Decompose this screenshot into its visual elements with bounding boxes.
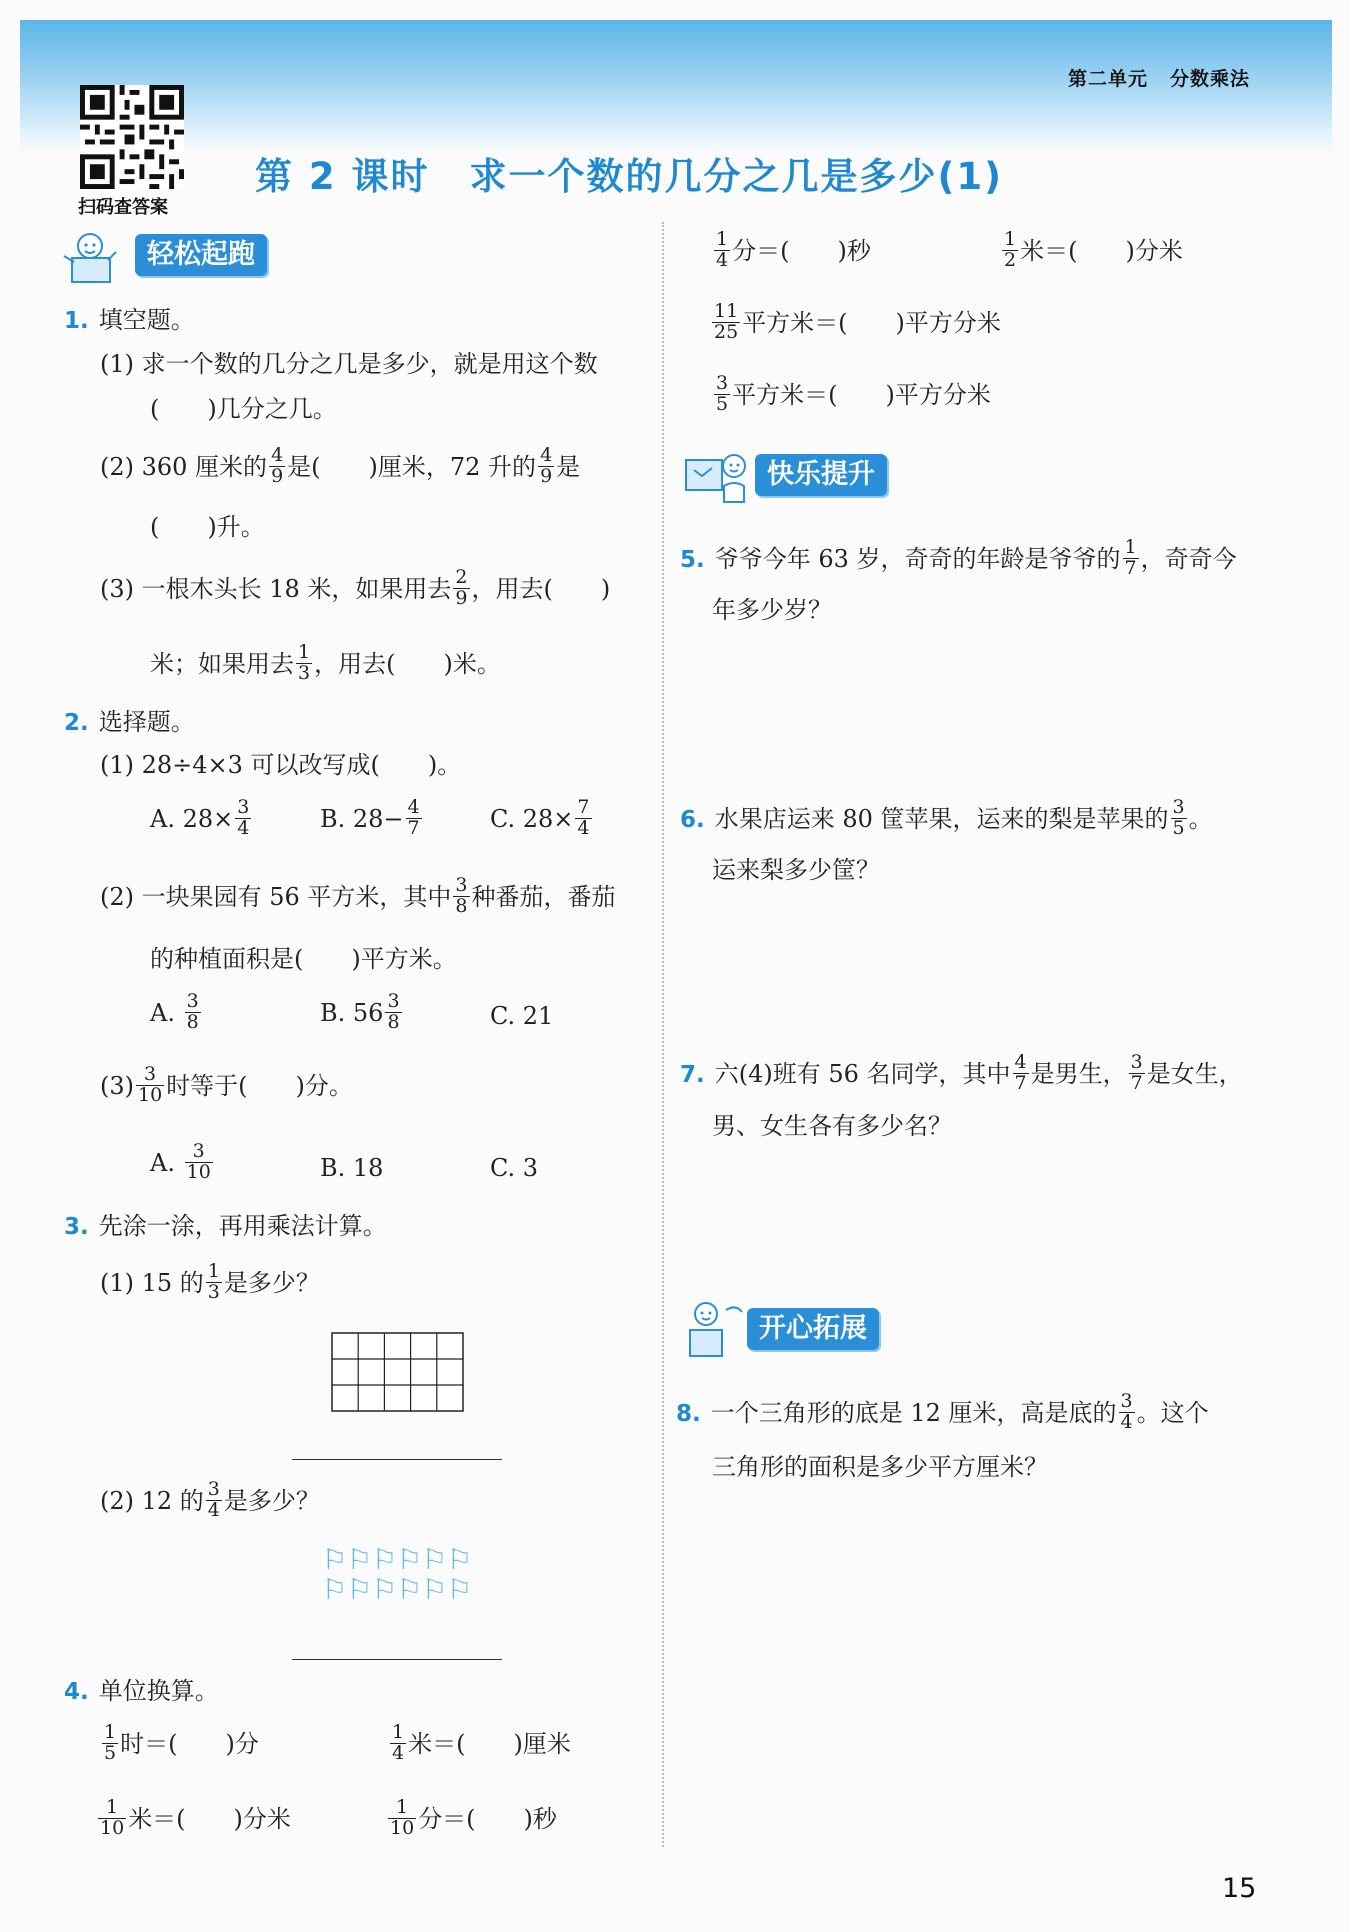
denominator: 10 [186,1160,211,1183]
text: 是男生， [1030,1059,1127,1088]
fraction [1002,230,1018,271]
fraction [185,1142,213,1183]
q3-part2 [100,1478,320,1523]
text: 米；如果用去 [150,649,294,678]
flag-icon: ⚐ [397,1543,423,1576]
flag-icon: ⚐ [422,1573,448,1606]
numerator: 11 [714,300,739,322]
q2-part1-option-c[interactable] [490,796,594,841]
answer-line[interactable] [292,1659,502,1660]
denominator: 10 [100,1816,125,1839]
flag-icon: ⚐ [322,1543,348,1576]
denominator: 2 [1004,248,1017,271]
text: ，用去( ) [471,574,611,603]
q2-part1: (1) 28÷4×3 可以改写成( )。 [100,751,462,779]
section-extend [672,1300,892,1356]
lesson-number: 第 2 课时 [255,155,430,198]
denominator: 7 [1014,1071,1027,1094]
numerator: 3 [207,1478,220,1500]
lesson-name: 求一个数的几分之几是多少(1) [469,155,1004,198]
text: 分＝( )秒 [418,1804,557,1833]
q7-line1 [680,1051,1243,1096]
answer-line[interactable] [292,1459,502,1460]
q4-title: 单位换算。 [98,1677,219,1705]
fraction [538,446,554,487]
denominator: 7 [1130,1071,1143,1094]
fraction [185,992,201,1033]
q2-part3-option-c[interactable]: C. 3 [490,1154,539,1182]
question-number: 1. [64,308,89,334]
denominator: 4 [716,248,729,271]
flag-icon: ⚐ [422,1543,448,1576]
fraction [453,568,469,609]
section-warmup [60,226,280,282]
text: 米＝( )分米 [1020,236,1183,265]
numerator: 1 [1004,228,1017,250]
flag-icon: ⚐ [397,1573,423,1606]
denominator: 10 [390,1816,415,1839]
numerator: 1 [392,1721,405,1743]
text: 是多少？ [223,1268,320,1297]
denominator: 4 [237,816,250,839]
numerator: 3 [192,1140,205,1162]
text: 是女生， [1146,1059,1243,1088]
text: A. [150,1148,175,1177]
fraction [390,1723,406,1764]
denominator: 7 [1124,556,1137,579]
question-number: 2. [64,710,89,736]
flag-row [322,1545,472,1575]
text: A. 28× [150,804,234,833]
q2-part3-option-a[interactable] [150,1140,215,1185]
text: 种番茄，番茄 [471,882,616,911]
q3-heading [64,1214,387,1239]
text: 时等于( )分。 [166,1071,353,1100]
text: 分＝( )秒 [732,236,871,265]
unit-name: 第二单元 [1067,68,1148,90]
numerator: 3 [387,990,400,1012]
q1-part3-line1 [100,566,611,611]
text: 六(4)班有 56 名同学，其中 [714,1059,1011,1088]
q2-part2-line2: 的种植面积是( )平方米。 [150,945,457,973]
text: ，用去( )米。 [314,649,501,678]
fraction [388,1798,416,1839]
text: 米＝( )厘米 [408,1729,571,1758]
kid-mascot-icon [60,226,136,286]
text: (2) 一块果园有 56 平方米，其中 [100,882,452,911]
q2-part3 [100,1063,353,1108]
q8-line2: 三角形的面积是多少平方厘米？ [712,1453,1048,1481]
flag-icon: ⚐ [447,1573,473,1606]
numerator: 4 [271,444,284,466]
fraction [296,643,312,684]
text: C. 28× [490,804,574,833]
text: 水果店运来 80 筐苹果，运来的梨是苹果的 [714,804,1169,833]
fraction [102,1723,118,1764]
denominator: 3 [207,1280,220,1303]
q2-part2-option-c[interactable]: C. 21 [490,1002,554,1030]
fraction [235,798,251,839]
conversion-item [96,1796,291,1841]
conversion-item [1000,228,1183,273]
numerator: 1 [207,1260,220,1282]
flag-icon: ⚐ [347,1573,373,1606]
numerator: 1 [1124,536,1137,558]
q6-line2: 运来梨多少筐？ [712,856,880,884]
flag-icon: ⚐ [372,1543,398,1576]
flag-icon: ⚐ [372,1573,398,1606]
text: 时＝( )分 [120,1729,259,1758]
q2-part3-option-b[interactable]: B. 18 [320,1154,384,1182]
question-number: 6. [680,806,705,833]
fraction [1119,1392,1135,1433]
denominator: 5 [1172,816,1185,839]
denominator: 7 [407,816,420,839]
text: 平方米＝( )平方分米 [742,308,1001,337]
lesson-title [255,146,1003,200]
kid-on-box-icon [672,1300,748,1360]
denominator: 9 [455,586,468,609]
denominator: 9 [540,464,553,487]
text: ，奇奇今 [1140,544,1237,573]
question-number: 8. [676,1400,701,1427]
flag-icon: ⚐ [322,1573,348,1606]
kid-with-board-icon [680,446,756,506]
fraction [1171,798,1187,839]
unit-topic: 分数乘法 [1169,68,1250,90]
text: 是 [556,452,581,481]
numerator: 4 [1014,1051,1027,1073]
q5-line1 [680,536,1237,581]
text: (3) [100,1071,134,1100]
unit-label [1068,64,1250,91]
denominator: 4 [1120,1410,1133,1433]
numerator: 3 [237,796,250,818]
q3-part1 [100,1260,320,1305]
q1-part1-line1: (1) 求一个数的几分之几是多少，就是用这个数 [100,350,598,378]
numerator: 1 [396,1796,409,1818]
denominator: 25 [714,320,739,343]
fraction [1013,1053,1029,1094]
q3-title: 先涂一涂，再用乘法计算。 [98,1212,387,1240]
qr-code-icon[interactable] [80,85,184,189]
denominator: 8 [455,894,468,917]
question-number: 3. [64,1214,89,1240]
q2-part1-option-a[interactable] [150,796,253,841]
q4-heading [64,1679,219,1704]
numerator: 1 [106,1796,119,1818]
text: 是多少？ [223,1486,320,1515]
q6-line1 [680,796,1213,841]
q1-part2-line1 [100,444,581,489]
flag-icon: ⚐ [347,1543,373,1576]
numerator: 1 [104,1721,117,1743]
q1-part1-line2: ( )几分之几。 [150,395,337,423]
question-number: 5. [680,546,705,573]
column-divider [662,222,664,1847]
text: 爷爷今年 63 岁，奇奇的年龄是爷爷的 [714,544,1121,573]
page-number: 15 [1222,1873,1257,1904]
denominator: 5 [104,1741,117,1764]
denominator: 8 [387,1010,400,1033]
text: 平方米＝( )平方分米 [732,380,991,409]
numerator: 7 [577,796,590,818]
text: B. 28− [320,804,404,833]
text: A. [150,998,175,1027]
fraction [453,876,469,917]
denominator: 8 [186,1010,199,1033]
numerator: 3 [1120,1390,1133,1412]
fraction [575,798,591,839]
text: (1) 15 的 [100,1268,204,1297]
q2-part2-line1 [100,874,616,919]
conversion-item [712,228,871,273]
fraction [385,992,401,1033]
numerator: 4 [407,796,420,818]
conversion-item [710,300,1001,345]
q1-title: 填空题。 [98,306,195,334]
numerator: 3 [716,372,729,394]
numerator: 4 [540,444,553,466]
q7-line2: 男、女生各有多少名？ [712,1112,952,1140]
flag-icon: ⚐ [447,1543,473,1576]
numerator: 3 [1130,1051,1143,1073]
fraction [714,230,730,271]
section-improve [680,446,910,502]
numerator: 3 [186,990,199,1012]
text: 。 [1188,804,1213,833]
conversion-item [712,372,991,417]
fraction [712,302,740,343]
text: 一个三角形的底是 12 厘米，高是底的 [710,1398,1117,1427]
text: 是( )厘米，72 升的 [287,452,537,481]
question-number: 7. [680,1061,705,1088]
denominator: 10 [138,1083,163,1106]
denominator: 3 [298,661,311,684]
denominator: 9 [271,464,284,487]
denominator: 4 [392,1741,405,1764]
conversion-item [388,1721,571,1766]
fraction [1123,538,1139,579]
text: 米＝( )分米 [128,1804,291,1833]
text: (2) 12 的 [100,1486,204,1515]
fraction [206,1480,222,1521]
flag-row [322,1575,472,1605]
section-title: 轻松起跑 [135,234,267,276]
flag-group[interactable] [322,1545,472,1605]
q2-heading [64,710,195,735]
q2-title: 选择题。 [98,708,195,736]
fraction [406,798,422,839]
qr-caption: 扫码查答案 [78,197,168,218]
text: (3) 一根木头长 18 米，如果用去 [100,574,452,603]
fraction [206,1262,222,1303]
conversion-item [100,1721,259,1766]
q5-line2: 年多少岁？ [712,596,832,624]
fraction [714,374,730,415]
numerator: 3 [1172,796,1185,818]
coloring-grid[interactable] [331,1332,464,1412]
fraction [269,446,285,487]
q8-line1 [676,1390,1209,1435]
q2-part2-option-b[interactable] [320,990,404,1035]
q1-part3-line2 [150,641,501,686]
q1-part2-line2: ( )升。 [150,513,265,541]
numerator: 3 [144,1063,157,1085]
text: B. 56 [320,998,384,1027]
denominator: 5 [716,392,729,415]
q2-part2-option-a[interactable] [150,990,203,1035]
q2-part1-option-b[interactable] [320,796,424,841]
denominator: 4 [577,816,590,839]
text: 。这个 [1136,1398,1209,1427]
section-title: 快乐提升 [755,454,887,496]
fraction [98,1798,126,1839]
numerator: 3 [455,874,468,896]
question-number: 4. [64,1679,89,1705]
numerator: 1 [716,228,729,250]
denominator: 4 [207,1498,220,1521]
text: (2) 360 厘米的 [100,452,268,481]
section-title: 开心拓展 [747,1308,879,1350]
conversion-item [386,1796,557,1841]
q1-heading [64,308,195,333]
fraction [1129,1053,1145,1094]
numerator: 2 [455,566,468,588]
fraction [136,1065,164,1106]
numerator: 1 [298,641,311,663]
